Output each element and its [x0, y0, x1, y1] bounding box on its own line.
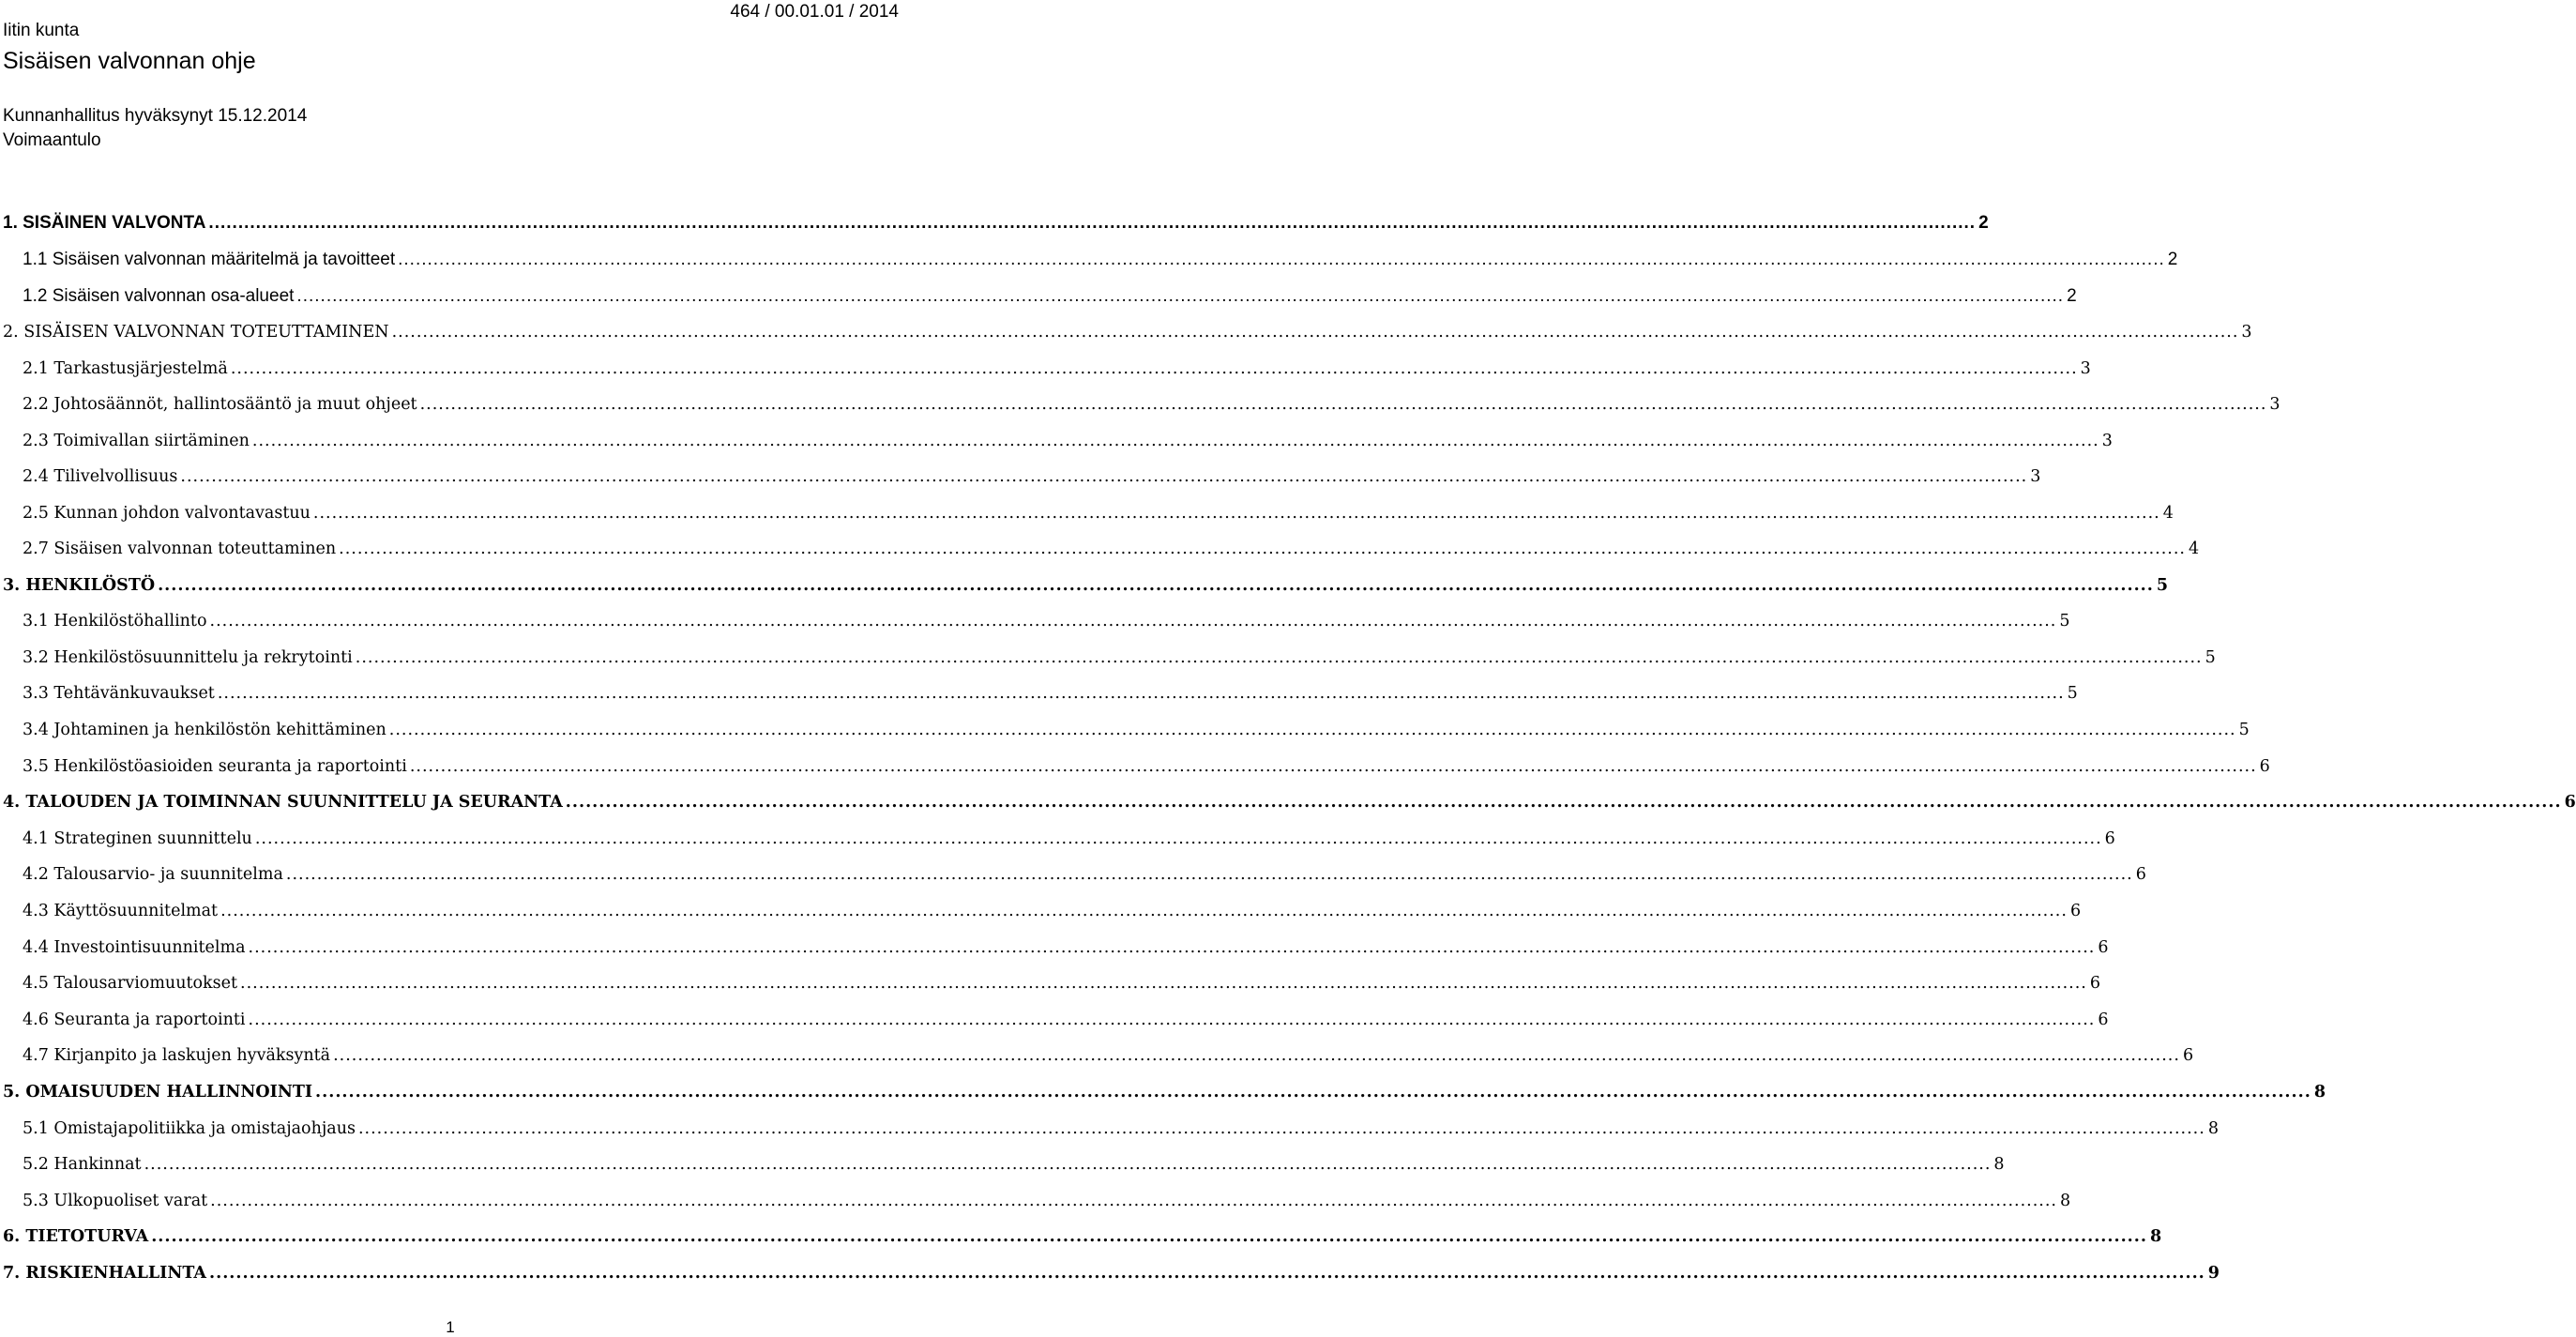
toc-leader: ............................................................................................................................................................................................................................................................................................................: [315, 1083, 2311, 1102]
toc-entry[interactable]: [3, 788, 2576, 816]
toc-leader: ............................................................................................................................................................................................................................................................................................................: [151, 1227, 2147, 1246]
toc-leader: ............................................................................................................................................................................................................................................................................................................: [251, 432, 2099, 450]
toc-entry-page: 6: [2098, 938, 2109, 957]
toc-entry[interactable]: [23, 752, 2270, 781]
toc-entry-label: 4.6 Seuranta ja raportointi: [23, 1010, 246, 1029]
organization-name: Iitin kunta: [3, 21, 80, 40]
toc-leader: ............................................................................................................................................................................................................................................................................................................: [144, 1155, 1992, 1174]
toc-entry[interactable]: [23, 969, 2100, 997]
toc-leader: ............................................................................................................................................................................................................................................................................................................: [333, 1046, 2180, 1065]
toc-leader: ............................................................................................................................................................................................................................................................................................................: [357, 1119, 2205, 1138]
toc-entry-page: 3: [2101, 432, 2113, 450]
toc-entry-label: 2.7 Sisäisen valvonnan toteuttaminen: [23, 539, 337, 558]
toc-entry[interactable]: [23, 535, 2200, 563]
toc-leader: ............................................................................................................................................................................................................................................................................................................: [391, 323, 2239, 342]
toc-leader: ............................................................................................................................................................................................................................................................................................................: [388, 721, 2236, 739]
toc-leader: ............................................................................................................................................................................................................................................................................................................: [409, 757, 2257, 776]
toc-entry[interactable]: [23, 1150, 2005, 1178]
toc-entry[interactable]: [23, 1115, 2219, 1143]
toc-entry[interactable]: [23, 427, 2113, 455]
toc-entry[interactable]: [3, 571, 2169, 600]
toc-entry-page: 5: [2238, 721, 2250, 739]
document-title: Sisäisen valvonnan ohje: [3, 48, 256, 74]
toc-entry-label: 4.2 Talousarvio- ja suunnitelma: [23, 865, 283, 884]
toc-entry-label: 3.5 Henkilöstöasioiden seuranta ja raportointi: [23, 757, 407, 776]
toc-leader: ............................................................................................................................................................................................................................................................................................................: [312, 504, 2160, 523]
toc-entry-label: 3.2 Henkilöstösuunnittelu ja rekrytointi: [23, 648, 353, 667]
toc-leader: ............................................................................................................................................................................................................................................................................................................: [296, 286, 2065, 306]
toc-entry[interactable]: [23, 1187, 2071, 1215]
toc-entry-label: 2.5 Kunnan johdon valvontavastuu: [23, 504, 311, 523]
toc-entry-page: 6: [2069, 902, 2082, 920]
toc-entry-label: 7. RISKIENHALLINTA: [3, 1264, 207, 1283]
toc-leader: ............................................................................................................................................................................................................................................................................................................: [210, 1192, 2057, 1210]
toc-entry-page: 3: [2080, 359, 2091, 378]
toc-leader: ............................................................................................................................................................................................................................................................................................................: [209, 612, 2057, 631]
toc-entry-page: 6: [2182, 1046, 2194, 1065]
approval-line: Kunnanhallitus hyväksynyt 15.12.2014: [3, 106, 308, 126]
toc-entry-page: 8: [2207, 1119, 2219, 1138]
toc-entry-label: 5.1 Omistajapolitiikka ja omistajaohjaus: [23, 1119, 356, 1138]
toc-entry[interactable]: [3, 1223, 2162, 1251]
toc-entry[interactable]: [23, 716, 2250, 744]
document-number: 464 / 00.01.01 / 2014: [730, 2, 899, 22]
toc-entry-label: 1.1 Sisäisen valvonnan määritelmä ja tavoitteet: [23, 250, 396, 269]
toc-entry-label: 4.3 Käyttösuunnitelmat: [23, 902, 219, 920]
toc-entry-page: 9: [2207, 1264, 2220, 1283]
toc-leader: ............................................................................................................................................................................................................................................................................................................: [565, 793, 2562, 812]
toc-entry[interactable]: [23, 355, 2091, 383]
toc-leader: ............................................................................................................................................................................................................................................................................................................: [180, 467, 2028, 486]
toc-leader: ............................................................................................................................................................................................................................................................................................................: [158, 576, 2154, 595]
toc-entry-page: 6: [2135, 865, 2146, 884]
toc-entry-label: 4.7 Kirjanpito ja laskujen hyväksyntä: [23, 1046, 331, 1065]
toc-entry-page: 3: [2241, 323, 2252, 342]
toc-entry[interactable]: [3, 1259, 2220, 1287]
toc-entry-page: 5: [2059, 612, 2070, 631]
toc-leader: ............................................................................................................................................................................................................................................................................................................: [254, 829, 2102, 848]
toc-leader: ............................................................................................................................................................................................................................................................................................................: [220, 902, 2068, 920]
toc-entry[interactable]: [23, 390, 2281, 418]
toc-entry[interactable]: [23, 860, 2146, 889]
toc-entry[interactable]: [23, 246, 2178, 274]
toc-leader: ............................................................................................................................................................................................................................................................................................................: [209, 1264, 2205, 1283]
toc-entry-label: 2.4 Tilivelvollisuus: [23, 467, 178, 486]
toc-entry-page: 6: [2104, 829, 2115, 848]
toc-entry[interactable]: [23, 607, 2070, 635]
toc-entry-label: 2.3 Toimivallan siirtäminen: [23, 432, 250, 450]
toc-entry-page: 6: [2259, 757, 2270, 776]
toc-entry[interactable]: [3, 318, 2252, 346]
toc-leader: ............................................................................................................................................................................................................................................................................................................: [398, 250, 2165, 269]
toc-leader: ............................................................................................................................................................................................................................................................................................................: [248, 1010, 2096, 1029]
toc-entry-page: 3: [2269, 395, 2281, 414]
effective-line: Voimaantulo: [3, 130, 101, 150]
toc-entry-label: 2.2 Johtosäännöt, hallintosääntö ja muut ohjeet: [23, 395, 417, 414]
toc-entry[interactable]: [23, 897, 2082, 925]
toc-entry-page: 2: [2067, 286, 2077, 306]
toc-entry[interactable]: [23, 644, 2216, 672]
toc-entry-page: 2: [1978, 213, 1989, 233]
toc-entry-label: 1.2 Sisäisen valvonnan osa-alueet: [23, 286, 295, 306]
toc-entry[interactable]: [23, 1041, 2194, 1070]
toc-entry-page: 8: [2060, 1192, 2071, 1210]
toc-leader: ............................................................................................................................................................................................................................................................................................................: [248, 938, 2096, 957]
toc-entry-page: 6: [2564, 793, 2576, 812]
toc-entry-page: 6: [2098, 1010, 2109, 1029]
toc-entry-label: 5.2 Hankinnat: [23, 1155, 142, 1174]
toc-entry-page: 6: [2089, 974, 2100, 993]
toc-entry[interactable]: [3, 209, 1989, 237]
toc-entry-page: 3: [2030, 467, 2041, 486]
toc-entry-label: 6. TIETOTURVA: [3, 1227, 149, 1246]
toc-leader: ............................................................................................................................................................................................................................................................................................................: [217, 684, 2065, 703]
toc-leader: ............................................................................................................................................................................................................................................................................................................: [285, 865, 2133, 884]
toc-entry-label: 4.4 Investointisuunnitelma: [23, 938, 246, 957]
toc-leader: ............................................................................................................................................................................................................................................................................................................: [419, 395, 2267, 414]
toc-entry-page: 5: [2205, 648, 2216, 667]
toc-entry-label: 3.4 Johtaminen ja henkilöstön kehittäminen: [23, 721, 386, 739]
toc-entry-label: 2. SISÄISEN VALVONNAN TOTEUTTAMINEN: [3, 323, 389, 342]
toc-entry[interactable]: [23, 1006, 2109, 1034]
toc-entry-page: 5: [2156, 576, 2169, 595]
toc-leader: ............................................................................................................................................................................................................................................................................................................: [230, 359, 2078, 378]
toc-entry-label: 4.1 Strateginen suunnittelu: [23, 829, 252, 848]
toc-entry-label: 5.3 Ulkopuoliset varat: [23, 1192, 208, 1210]
toc-entry-label: 1. SISÄINEN VALVONTA: [3, 213, 206, 233]
toc-leader: ............................................................................................................................................................................................................................................................................................................: [339, 539, 2186, 558]
toc-entry-page: 4: [2188, 539, 2200, 558]
toc-entry-label: 3. HENKILÖSTÖ: [3, 576, 156, 595]
toc-entry-page: 8: [2149, 1227, 2162, 1246]
toc-entry[interactable]: [23, 825, 2115, 853]
toc-leader: ............................................................................................................................................................................................................................................................................................................: [208, 213, 1977, 233]
toc-entry-label: 4. TALOUDEN JA TOIMINNAN SUUNNITTELU JA SEURANTA: [3, 793, 563, 812]
page-number: 1: [446, 1318, 455, 1336]
toc-entry[interactable]: [23, 679, 2078, 707]
toc-entry[interactable]: [23, 463, 2041, 491]
toc-entry-label: 3.3 Tehtävänkuvaukset: [23, 684, 215, 703]
toc-entry-label: 5. OMAISUUDEN HALLINNOINTI: [3, 1083, 313, 1102]
toc-entry-page: 8: [2313, 1083, 2326, 1102]
toc-entry-label: 2.1 Tarkastusjärjestelmä: [23, 359, 228, 378]
toc-entry-label: 4.5 Talousarviomuutokset: [23, 974, 238, 993]
toc-entry[interactable]: [23, 499, 2174, 527]
toc-entry[interactable]: [3, 1078, 2326, 1106]
toc-leader: ............................................................................................................................................................................................................................................................................................................: [355, 648, 2203, 667]
toc-entry-label: 3.1 Henkilöstöhallinto: [23, 612, 207, 631]
toc-leader: ............................................................................................................................................................................................................................................................................................................: [240, 974, 2087, 993]
toc-entry-page: 5: [2067, 684, 2078, 703]
toc-entry-page: 4: [2162, 504, 2174, 523]
toc-entry[interactable]: [23, 934, 2109, 962]
toc-entry-page: 8: [1993, 1155, 2005, 1174]
toc-entry-page: 2: [2167, 250, 2178, 269]
toc-entry[interactable]: [23, 282, 2077, 311]
